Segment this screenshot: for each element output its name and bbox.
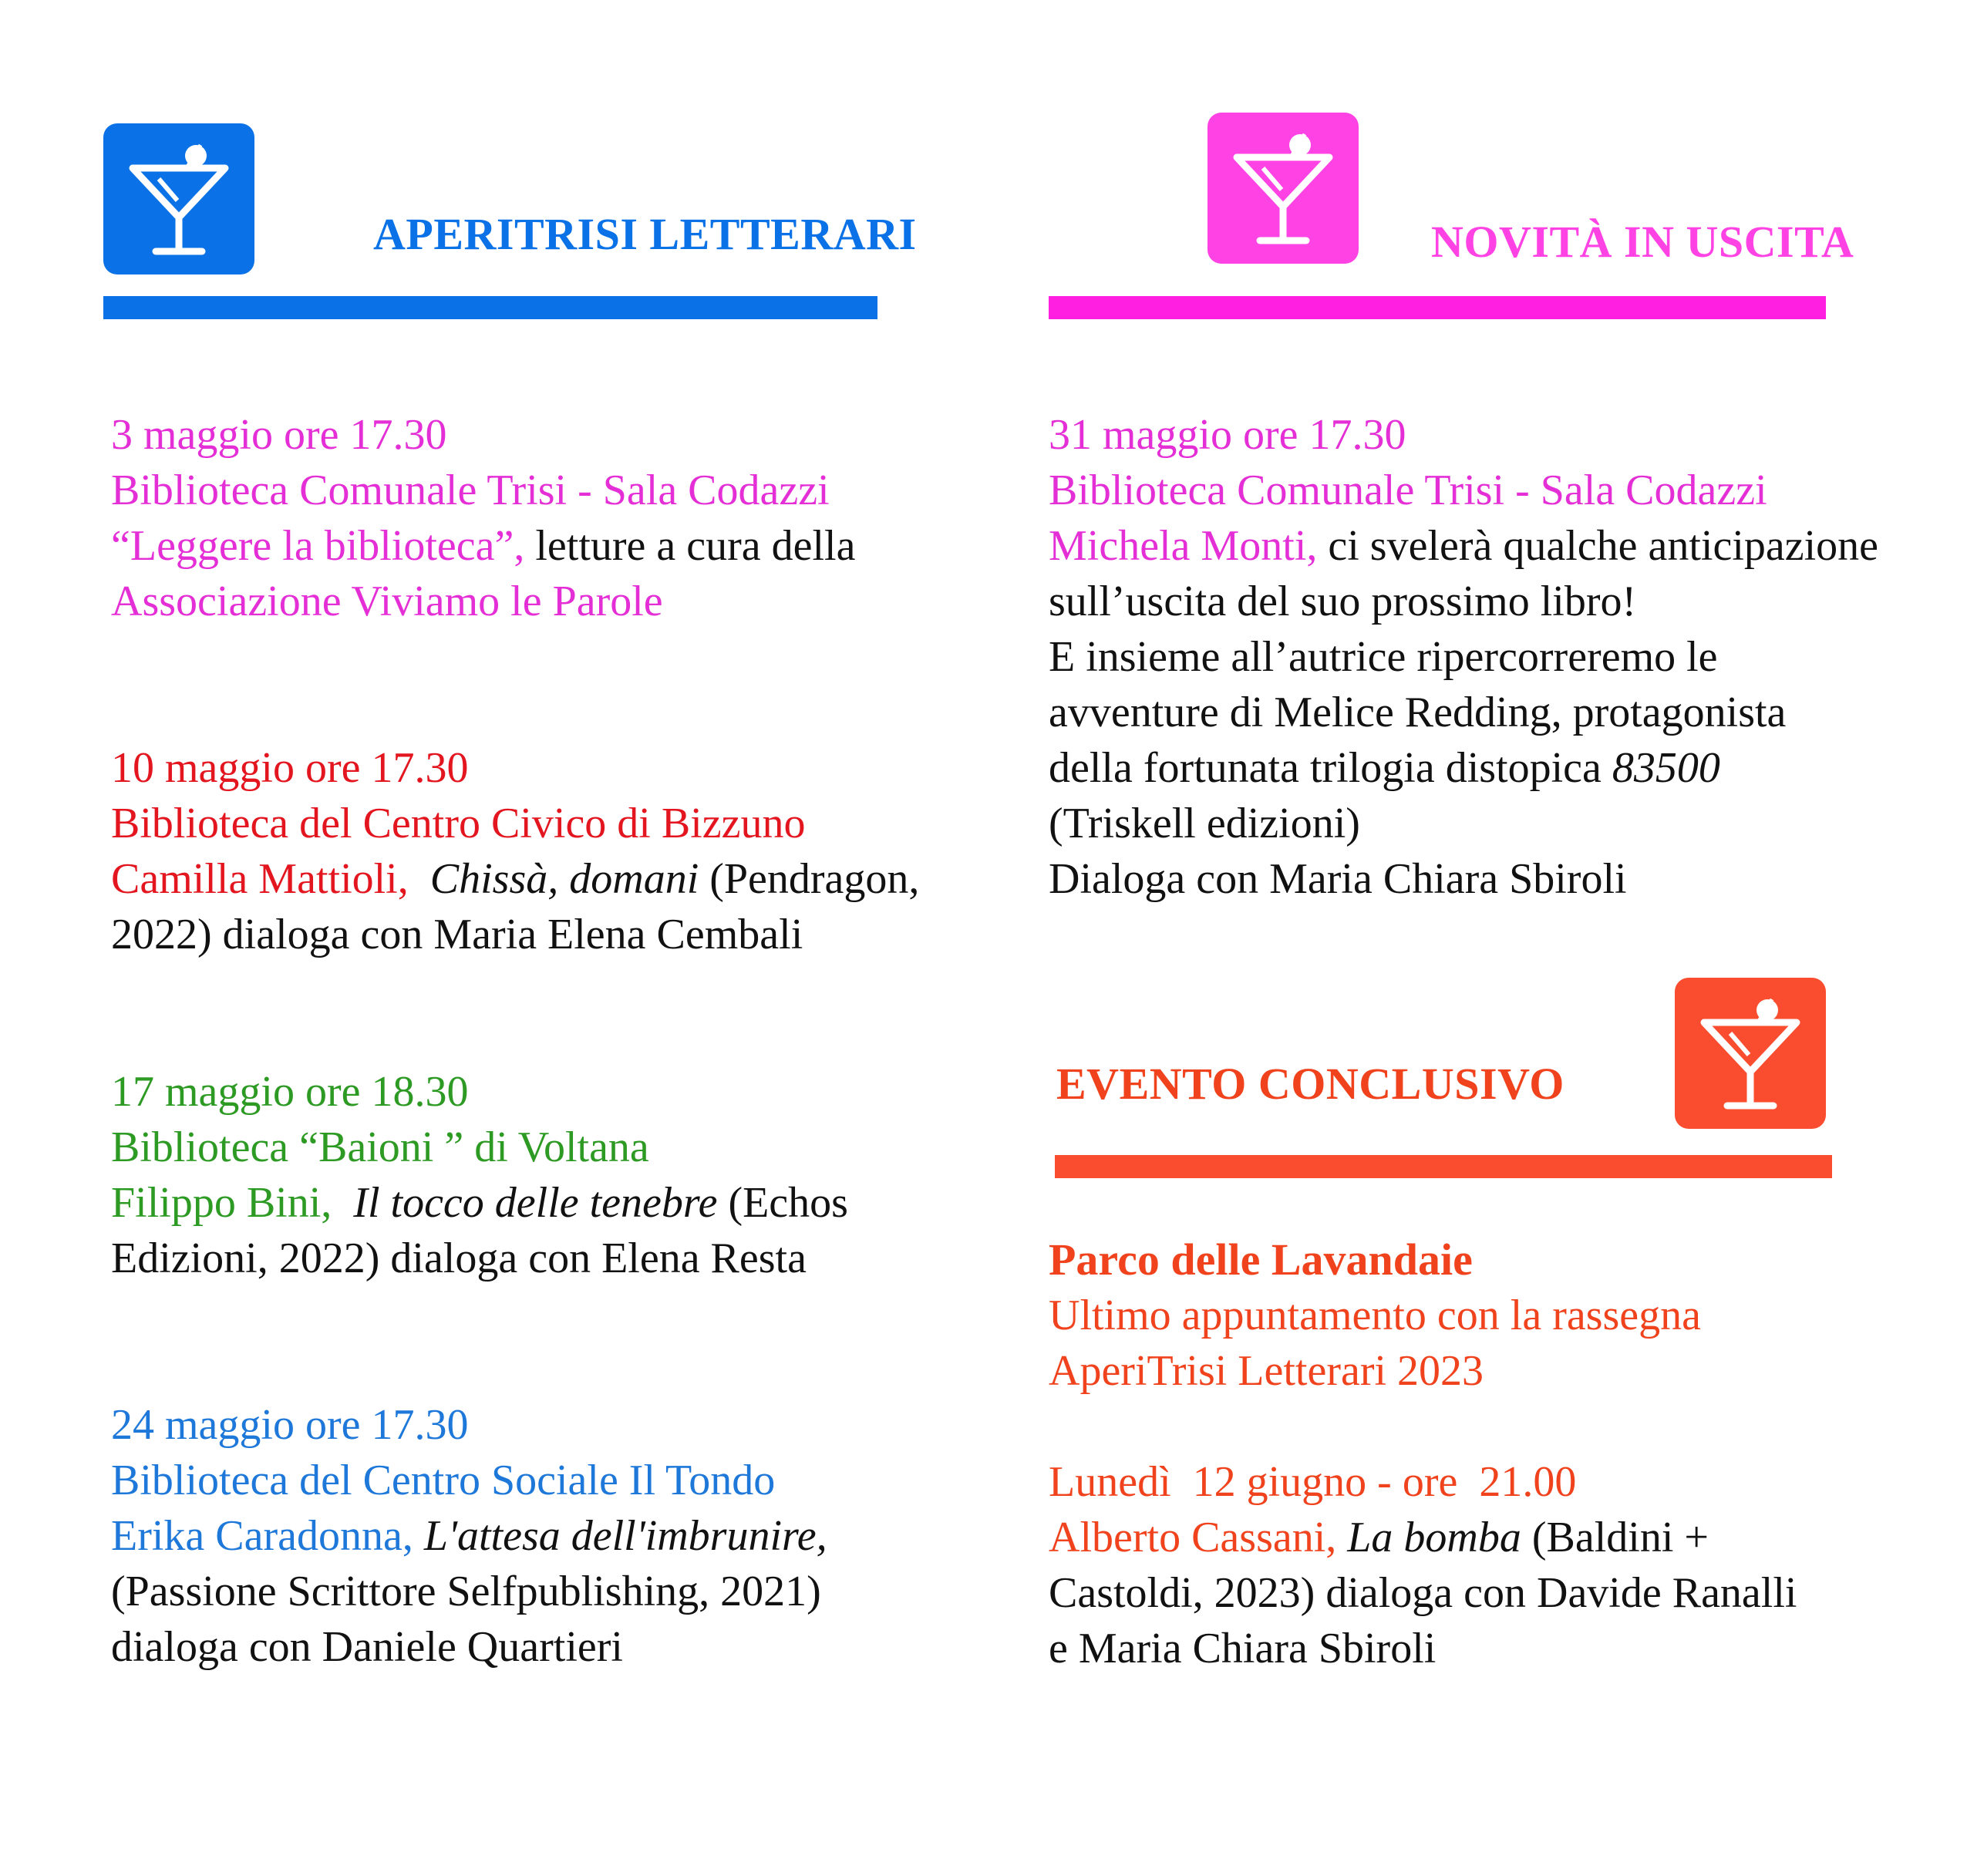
event-publisher: (Triskell edizioni): [1049, 800, 1360, 847]
section-title: NOVITÀ IN USCITA: [1431, 217, 1854, 267]
event-date: 24 maggio ore 17.30: [111, 1401, 469, 1449]
event-book-title: L'attesa dell'imbrunire,: [423, 1512, 827, 1560]
event-block: [111, 1064, 848, 1286]
event-title: “Leggere la biblioteca”,: [111, 522, 525, 570]
section-divider: [103, 296, 877, 319]
cocktail-icon: [103, 123, 254, 274]
event-date: 10 maggio ore 17.30: [111, 744, 469, 792]
event-venue: Biblioteca Comunale Trisi - Sala Codazzi: [111, 466, 830, 514]
event-moderator: e Maria Chiara Sbiroli: [1049, 1625, 1437, 1672]
event-publisher-cont: Edizioni, 2022) dialoga con Elena Resta: [111, 1234, 807, 1282]
event-publisher: (Passione Scrittore Selfpublishing, 2021): [111, 1568, 821, 1615]
event-block: [111, 407, 855, 629]
event-book-title: La bomba: [1347, 1514, 1521, 1561]
event-book-title: 83500: [1612, 744, 1720, 792]
event-moderator: Dialoga con Maria Chiara Sbiroli: [1049, 855, 1627, 903]
event-book-title: Chissà, domani: [429, 855, 699, 903]
section-divider: [1049, 296, 1826, 319]
section-divider: [1055, 1155, 1832, 1178]
event-author: Michela Monti,: [1049, 522, 1318, 570]
event-venue: Biblioteca del Centro Sociale Il Tondo: [111, 1457, 776, 1504]
section-title: APERITRISI LETTERARI: [373, 209, 917, 259]
event-venue: Biblioteca “Baioni ” di Voltana: [111, 1123, 649, 1171]
event-text: avventure di Melice Redding, protagonista: [1049, 689, 1787, 736]
event-publisher-cont: 2022) dialoga con Maria Elena Cembali: [111, 911, 803, 958]
event-author: Filippo Bini,: [111, 1179, 332, 1227]
event-text: della fortunata trilogia distopica: [1049, 744, 1612, 792]
event-venue: Biblioteca Comunale Trisi - Sala Codazzi: [1049, 466, 1767, 514]
section-title: EVENTO CONCLUSIVO: [1056, 1059, 1565, 1109]
event-date: 17 maggio ore 18.30: [111, 1068, 469, 1116]
event-publisher-cont: Castoldi, 2023) dialoga con Davide Ranalli: [1049, 1569, 1797, 1617]
event-publisher-cont: dialoga con Daniele Quartieri: [111, 1623, 623, 1671]
event-author: Camilla Mattioli,: [111, 855, 409, 903]
cocktail-icon: [1207, 113, 1359, 264]
event-author: Alberto Cassani,: [1049, 1514, 1337, 1561]
event-block: [1049, 1232, 1797, 1676]
event-publisher: (Baldini +: [1521, 1514, 1709, 1561]
event-text: E insieme all’autrice ripercorreremo le: [1049, 633, 1718, 681]
event-place: Parco delle Lavandaie: [1049, 1234, 1473, 1285]
event-publisher: (Pendragon,: [699, 855, 920, 903]
event-block: [1049, 407, 1878, 907]
event-book-title: Il tocco delle tenebre: [353, 1179, 718, 1227]
event-publisher: (Echos: [717, 1179, 848, 1227]
event-block: [111, 1397, 827, 1675]
event-author: Erika Caradonna,: [111, 1512, 413, 1560]
event-text: sull’uscita del suo prossimo libro!: [1049, 578, 1637, 625]
event-text: ci svelerà qualche anticipazione: [1317, 522, 1879, 570]
event-text: Ultimo appuntamento con la rassegna: [1049, 1292, 1701, 1339]
event-venue: Biblioteca del Centro Civico di Bizzuno: [111, 800, 806, 847]
event-date: 31 maggio ore 17.30: [1049, 411, 1406, 459]
event-date: 3 maggio ore 17.30: [111, 411, 447, 459]
event-description: letture a cura della: [524, 522, 856, 570]
event-organizer: Associazione Viviamo le Parole: [111, 578, 663, 625]
event-text: AperiTrisi Letterari 2023: [1049, 1347, 1484, 1395]
event-date: Lunedì 12 giugno - ore 21.00: [1049, 1458, 1577, 1506]
cocktail-icon: [1675, 978, 1826, 1129]
event-block: [111, 740, 919, 962]
